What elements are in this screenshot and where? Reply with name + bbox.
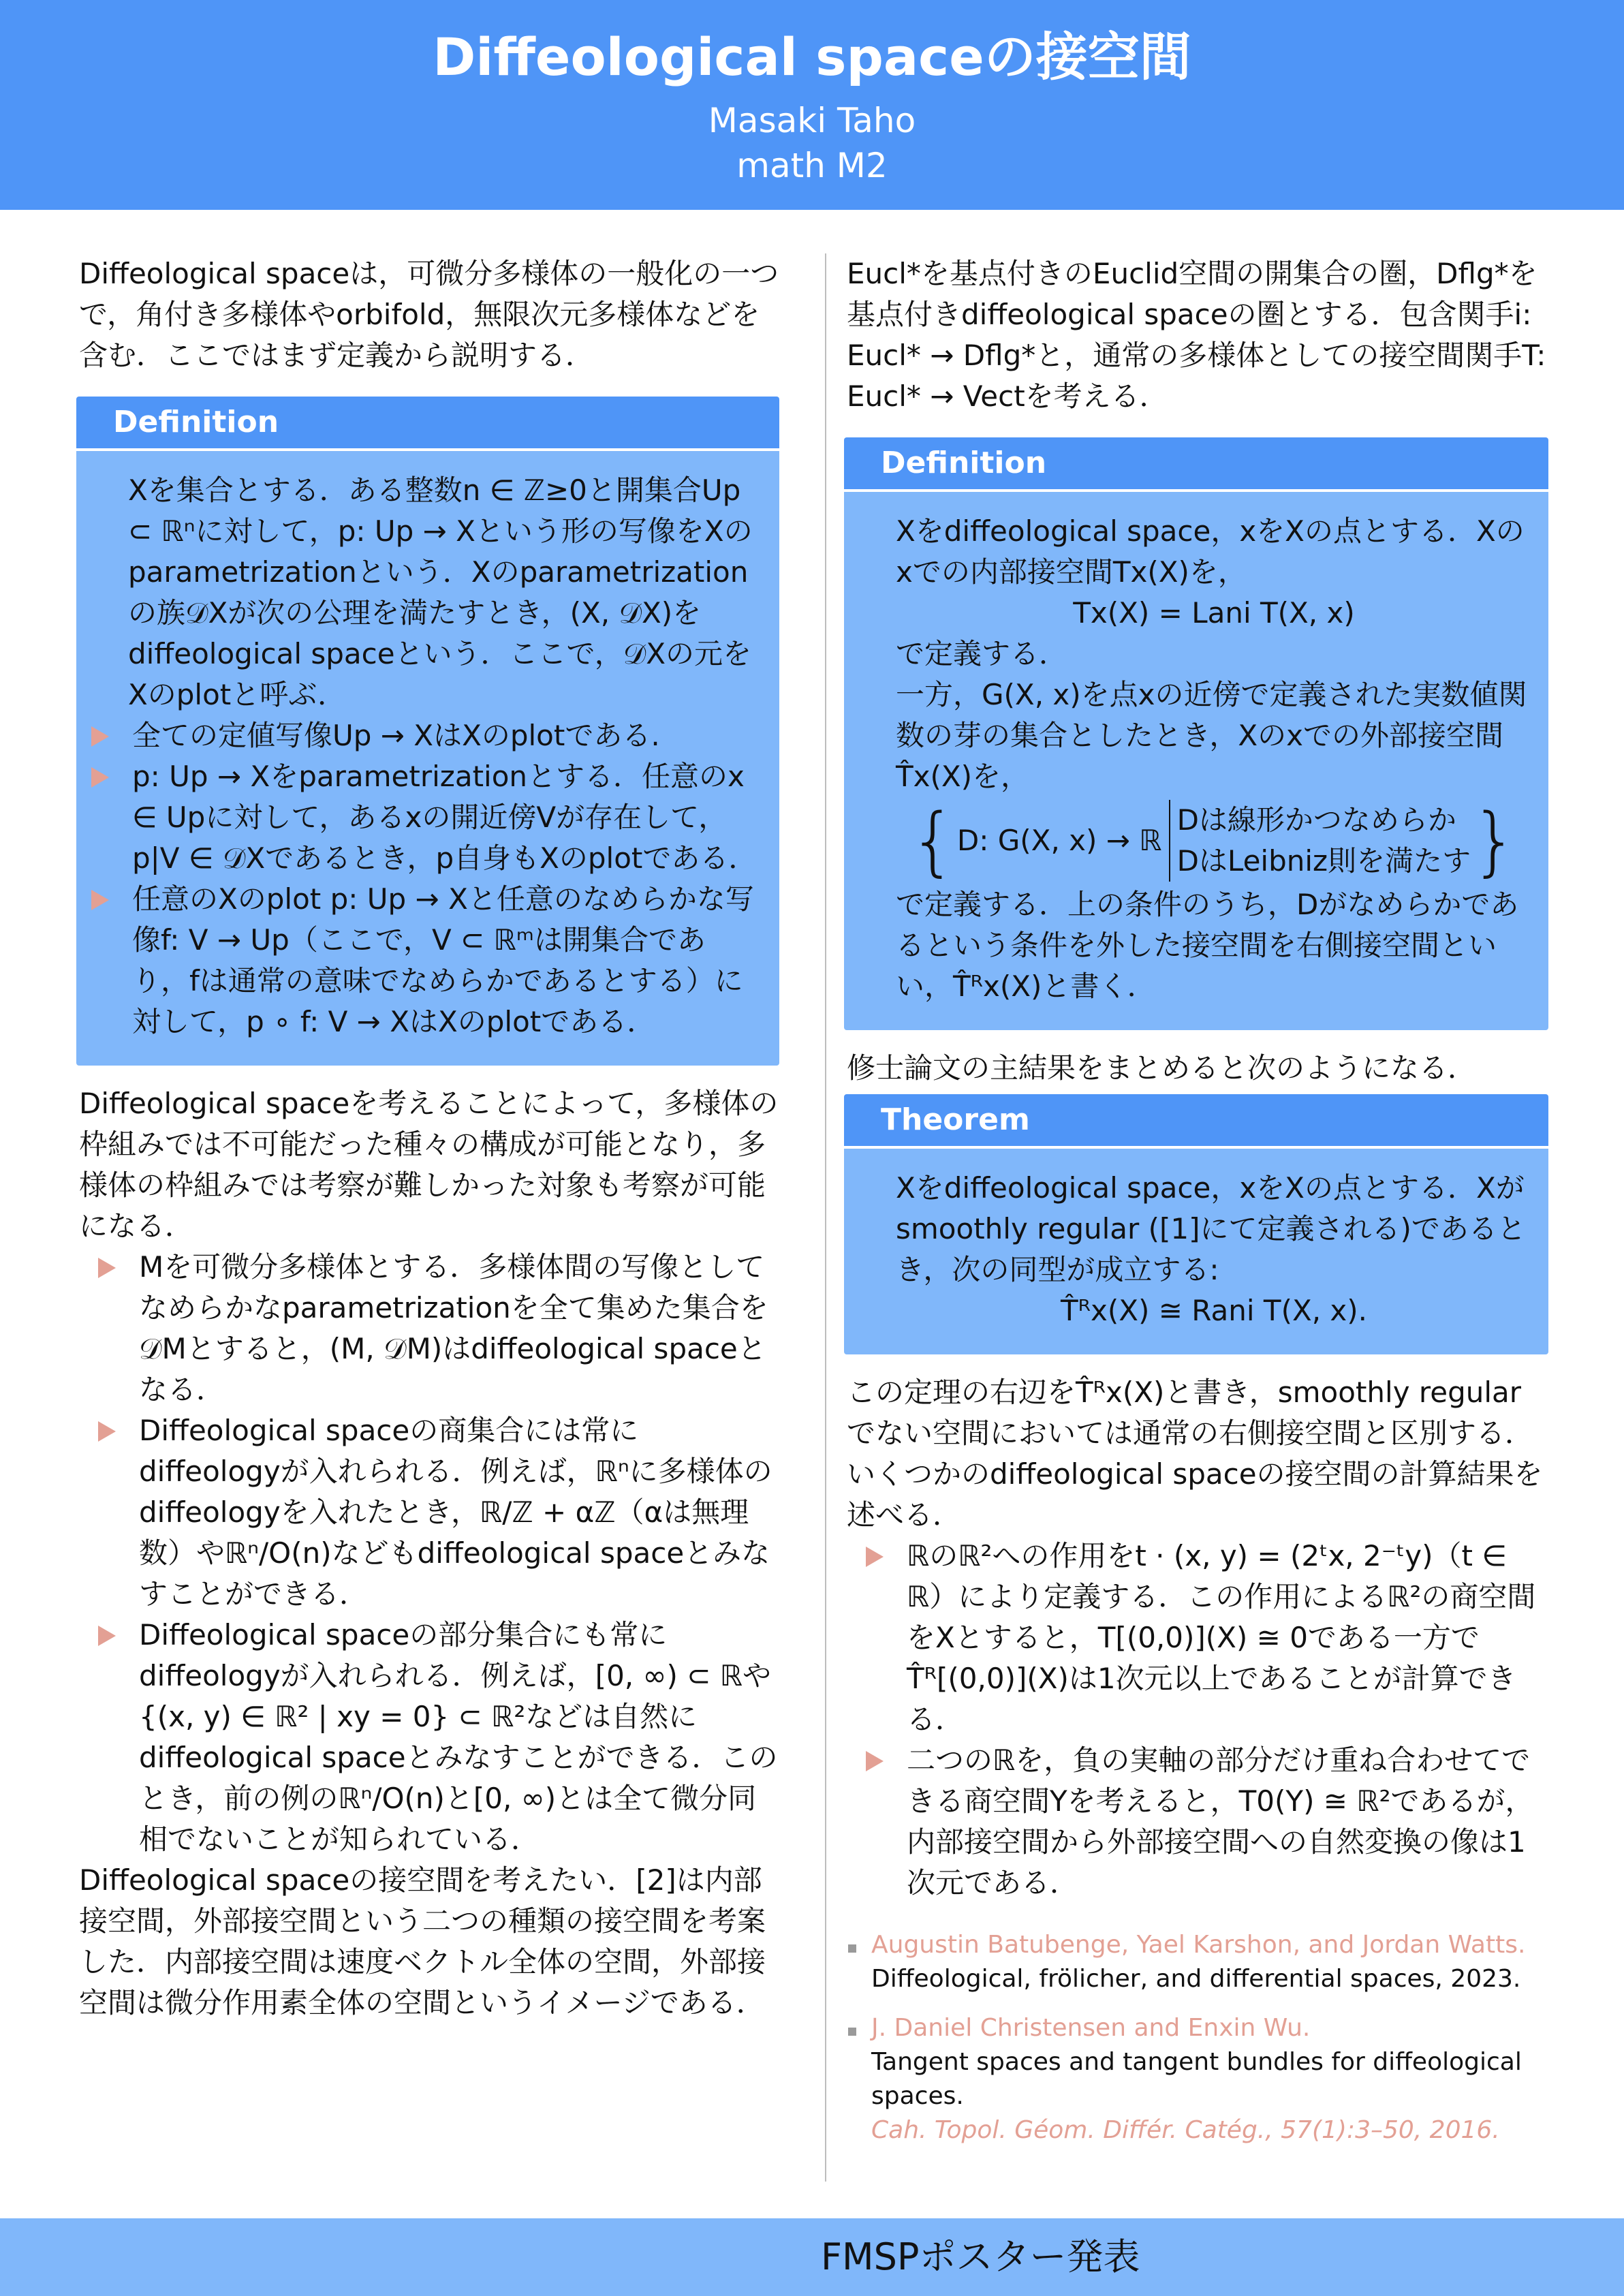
tangent-intro-paragraph: Diffeological spaceの接空間を考えたい．[2]は内部接空間，外部接空間という二つの種類の接空間を考案した．内部接空間は速度ベクトル全体の空間，外部接空間は微分作用素全体の空間というイメージである． xyxy=(79,1863,766,2019)
left-brace-icon: { xyxy=(909,797,957,884)
reference-bullet-icon xyxy=(848,1944,856,1953)
reference-authors: J. Daniel Christensen and Enxin Wu. xyxy=(871,2014,1311,2042)
list-item-text: ℝのℝ²への作用をt · (x, y) = (2ᵗx, 2⁻ᵗy)（t ∈ ℝ）により定義する．この作用によるℝ²の商空間をXとすると，T[(0,0)](X) ≅ 0である一方でT̂ᴿ[(0,0)](X)は1次元以上であることが計算できる． xyxy=(907,1539,1536,1736)
block-title: Definition xyxy=(76,397,779,448)
bullet-triangle-icon xyxy=(91,767,109,788)
internal-tangent-formula: Tx(X) = Lani T(X, x) xyxy=(1073,596,1355,630)
list-item xyxy=(79,1615,779,1860)
block-title: Theorem xyxy=(844,1094,1548,1146)
set-element: D: G(X, x) → ℝ xyxy=(956,824,1162,857)
list-item xyxy=(79,1247,779,1410)
block-body xyxy=(844,1149,1548,1354)
theorem-text: Xをdiffeological space，xをXの点とする．Xがsmoothly regular ([1]にて定義される)であるとき，次の同型が成立する: xyxy=(896,1171,1526,1286)
results-paragraph: この定理の右辺をT̂ᴿx(X)と書き，smoothly regularでない空間においては通常の右側接空間と区別する．いくつかのdiffeological spaceの接空間の計算結果を述べる． xyxy=(847,1376,1543,1532)
bullet-triangle-icon xyxy=(91,890,109,910)
list-item xyxy=(121,715,763,756)
set-condition: Dは線形かつなめらか xyxy=(1176,803,1456,837)
definition-line: で定義する． xyxy=(896,637,1068,670)
reference-title: Diffeological, frölicher, and differential spaces, 2023. xyxy=(871,1965,1521,1993)
intro-paragraph: Diffeological spaceは，可微分多様体の一般化の一つで，角付き多様体やorbifold，無限次元多様体などを含む．ここではまず定義から説明する． xyxy=(79,257,779,372)
definition-line: で定義する．上の条件のうち，Dがなめらかであるという条件を外した接空間を右側接空間といい，T̂ᴿx(X)と書く． xyxy=(896,888,1519,1003)
result-list xyxy=(847,1536,1548,1904)
list-item-text: Mを可微分多様体とする．多様体間の写像としてなめらかなparametrizationを全て集めた集合を𝒟Mとすると，(M, 𝒟M)はdiffeological spaceとなる． xyxy=(139,1250,768,1406)
bullet-triangle-icon xyxy=(866,1751,884,1771)
reference-title: Tangent spaces and tangent bundles for diffeological spaces. xyxy=(871,2048,1522,2110)
list-item xyxy=(79,1410,779,1615)
bullet-triangle-icon xyxy=(98,1258,116,1278)
bullet-triangle-icon xyxy=(866,1547,884,1567)
reference-item xyxy=(847,1928,1548,1996)
category-paragraph: Eucl*を基点付きのEuclid空間の開集合の圏，Dflg*を基点付きdiffeological spaceの圏とする．包含関手i: Eucl* → Dflg*と，通常の多様体としての接空間関手T: Eucl* → Vectを考える． xyxy=(847,257,1546,413)
list-item xyxy=(847,1740,1548,1904)
definition-text: Xを集合とする．ある整数n ∈ ℤ≥0と開集合Up ⊂ ℝⁿに対して，p: Up → Xという形の写像をXのparametrizationという．Xのparametrizationの族𝒟Xが次の公理を満たすとき，(X, 𝒟X)をdiffeological spaceという．ここで，𝒟Xの元をXのplotと呼ぶ． xyxy=(128,474,753,711)
bullet-triangle-icon xyxy=(98,1421,116,1442)
list-item-text: 二つのℝを，負の実軸の部分だけ重ね合わせてできる商空間Yを考えると，T0(Y) ≅ ℝ²であるが，内部接空間から外部接空間への自然変換の像は1次元である． xyxy=(907,1743,1534,1899)
list-item-text: Diffeological spaceの商集合には常にdiffeologyが入れられる．例えば，ℝⁿに多様体のdiffeologyを入れたとき，ℝ/ℤ + αℤ（αは無理数）やℝⁿ/O(n)などもdiffeological spaceとみなすことができる． xyxy=(139,1414,772,1611)
reference-item xyxy=(847,2011,1548,2147)
reference-authors: Augustin Batubenge, Yael Karshon, and Jordan Watts. xyxy=(871,1931,1526,1959)
list-item xyxy=(121,756,763,879)
column-divider xyxy=(825,253,826,2182)
theorem-formula: T̂ᴿx(X) ≅ Rani T(X, x). xyxy=(1060,1294,1368,1327)
block-body xyxy=(76,451,779,1066)
axiom-list xyxy=(128,715,763,1042)
bullet-triangle-icon xyxy=(91,726,109,747)
poster-footer xyxy=(0,2218,1624,2296)
reference-list xyxy=(847,1928,1548,2147)
footer-label: FMSPポスター発表 xyxy=(821,2235,1140,2278)
list-item-text: 全ての定値写像Up → XはXのplotである. xyxy=(132,719,660,752)
list-item xyxy=(847,1536,1548,1740)
list-item-text: p: Up → Xをparametrizationとする．任意のx ∈ Upに対して，あるxの開近傍Vが存在して，p|V ∈ 𝒟Xであるとき，p自身もXのplotである． xyxy=(132,760,758,875)
definition-line: Xをdiffeological space，xをXの点とする．Xのxでの内部接空間Tx(X)を， xyxy=(896,514,1525,589)
example-list xyxy=(79,1247,779,1860)
set-condition: DはLeibniz則を満たす xyxy=(1176,844,1471,878)
right-brace-icon: } xyxy=(1471,797,1519,884)
theorem-block xyxy=(844,1094,1548,1354)
list-item-text: 任意のXのplot p: Up → Xと任意のなめらかな写像f: V → Up（ここで，V ⊂ ℝᵐは開集合であり，fは通常の意味でなめらかであるとする）に対して，p ∘ f: V → XはXのplotである． xyxy=(132,882,754,1038)
author-affiliation: math M2 xyxy=(736,146,888,185)
bullet-triangle-icon xyxy=(98,1626,116,1646)
motivation-paragraph: Diffeological spaceを考えることによって，多様体の枠組みでは不可能だった種々の構成が可能となり，多様体の枠組みでは考察が難しかった対象も考察が可能になる． xyxy=(79,1087,779,1243)
block-title: Definition xyxy=(844,437,1548,489)
reference-venue: Cah. Topol. Géom. Différ. Catég., 57(1):3–50, 2016. xyxy=(871,2116,1500,2144)
summary-paragraph: 修士論文の主結果をまとめると次のようになる． xyxy=(847,1051,1477,1085)
left-column xyxy=(79,253,779,2023)
author-name: Masaki Taho xyxy=(708,101,916,140)
poster-header xyxy=(0,0,1624,210)
right-column xyxy=(847,253,1548,2162)
poster-title: Diffeological spaceの接空間 xyxy=(433,27,1191,87)
definition-line: 一方，G(X, x)を点xの近傍で定義された実数値関数の芽の集合としたとき，Xのxでの外部接空間T̂x(X)を， xyxy=(896,678,1527,793)
set-builder-formula xyxy=(896,797,1532,884)
definition-block xyxy=(76,397,779,1066)
reference-bullet-icon xyxy=(848,2028,856,2036)
definition-block xyxy=(844,437,1548,1030)
list-item-text: Diffeological spaceの部分集合にも常にdiffeologyが入れられる．例えば，[0, ∞) ⊂ ℝや{(x, y) ∈ ℝ² | xy = 0} ⊂ ℝ²などは自然にdiffeological spaceとみなすことができる．このとき，前の例のℝⁿ/O(n)と[0, ∞)とは全て微分同相でないことが知られている． xyxy=(139,1618,778,1856)
list-item xyxy=(121,879,763,1042)
block-body xyxy=(844,492,1548,1030)
